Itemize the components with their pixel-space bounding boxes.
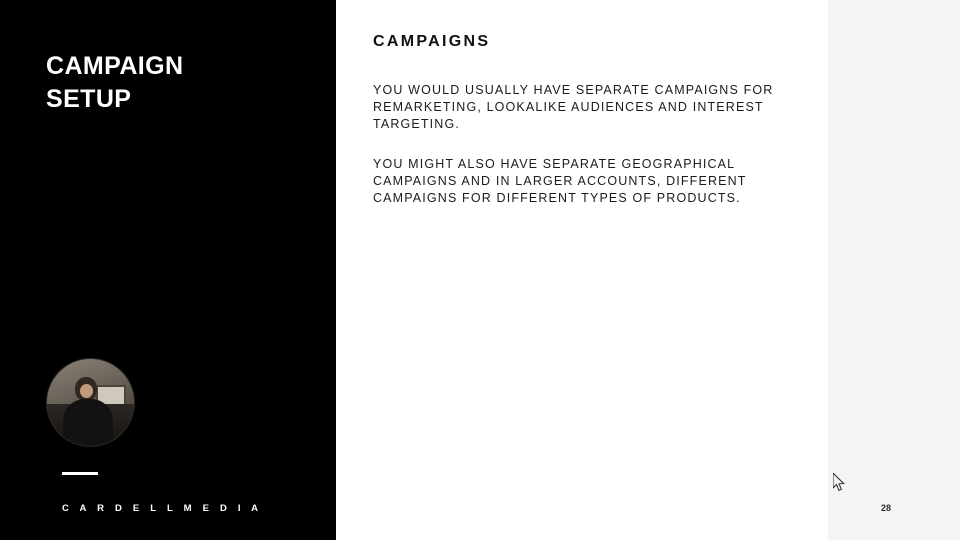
divider-rule: [62, 472, 98, 475]
brand-label: C A R D E L L M E D I A: [62, 503, 263, 514]
mouse-cursor-icon: [833, 473, 847, 493]
content-heading: CAMPAIGNS: [373, 33, 491, 50]
avatar-face: [80, 384, 93, 398]
deck-title: [46, 50, 316, 116]
left-title-panel: [0, 0, 336, 540]
content-paragraph-1: YOU WOULD USUALLY HAVE SEPARATE CAMPAIGNS FOR REMARKETING, LOOKALIKE AUDIENCES AND INTEREST TARGETING.: [373, 83, 774, 131]
content-paragraph-2: YOU MIGHT ALSO HAVE SEPARATE GEOGRAPHICAL CAMPAIGNS AND IN LARGER ACCOUNTS, DIFFERENT CAMPAIGNS FOR DIFFERENT TYPES OF PRODUCTS.: [373, 157, 747, 205]
avatar-body: [63, 399, 113, 447]
deck-title-line-2: SETUP: [46, 85, 132, 113]
content-panel: [336, 0, 828, 540]
deck-title-line-1: CAMPAIGN: [46, 52, 184, 80]
avatar: [46, 358, 135, 447]
right-margin-panel: [828, 0, 960, 540]
page-number: 28: [881, 503, 892, 513]
